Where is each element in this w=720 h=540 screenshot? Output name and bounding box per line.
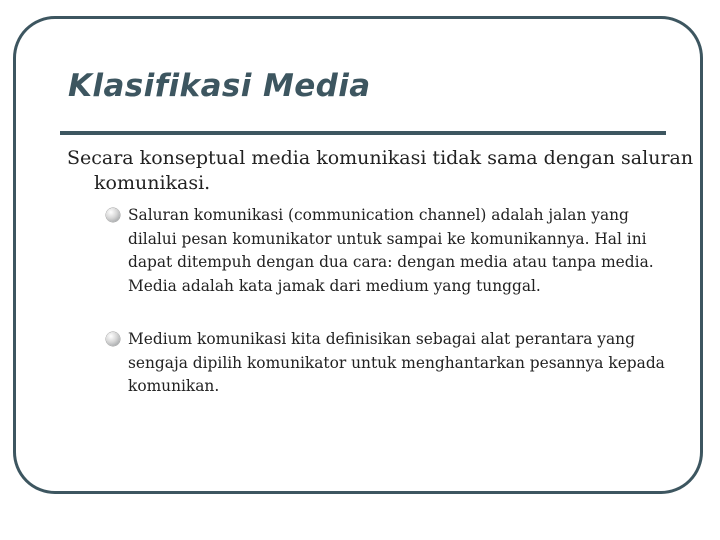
bullet-text: Medium komunikasi kita definisikan sebagai alat perantara yang sengaja dipilih komunikator untuk menghantarkan pesannya kepada komunikan. bbox=[128, 330, 665, 395]
bullet-icon bbox=[106, 208, 120, 222]
bullet-list bbox=[105, 204, 670, 399]
bullet-item-saluran bbox=[105, 204, 670, 298]
bullet-text: Saluran komunikasi (communication channel) adalah jalan yang dilalui pesan komunikator untuk sampai ke komunikannya. Hal ini dapat ditempuh dengan dua cara: dengan media atau tanpa media. Media adalah kata jamak dari medium yang tunggal. bbox=[128, 206, 654, 295]
intro-paragraph: Secara konseptual media komunikasi tidak sama dengan saluran komunikasi. bbox=[67, 147, 694, 194]
slide-title: Klasifikasi Media bbox=[68, 68, 371, 104]
bullet-icon bbox=[106, 332, 120, 346]
bullet-item-medium bbox=[105, 328, 670, 399]
title-divider bbox=[60, 131, 666, 135]
